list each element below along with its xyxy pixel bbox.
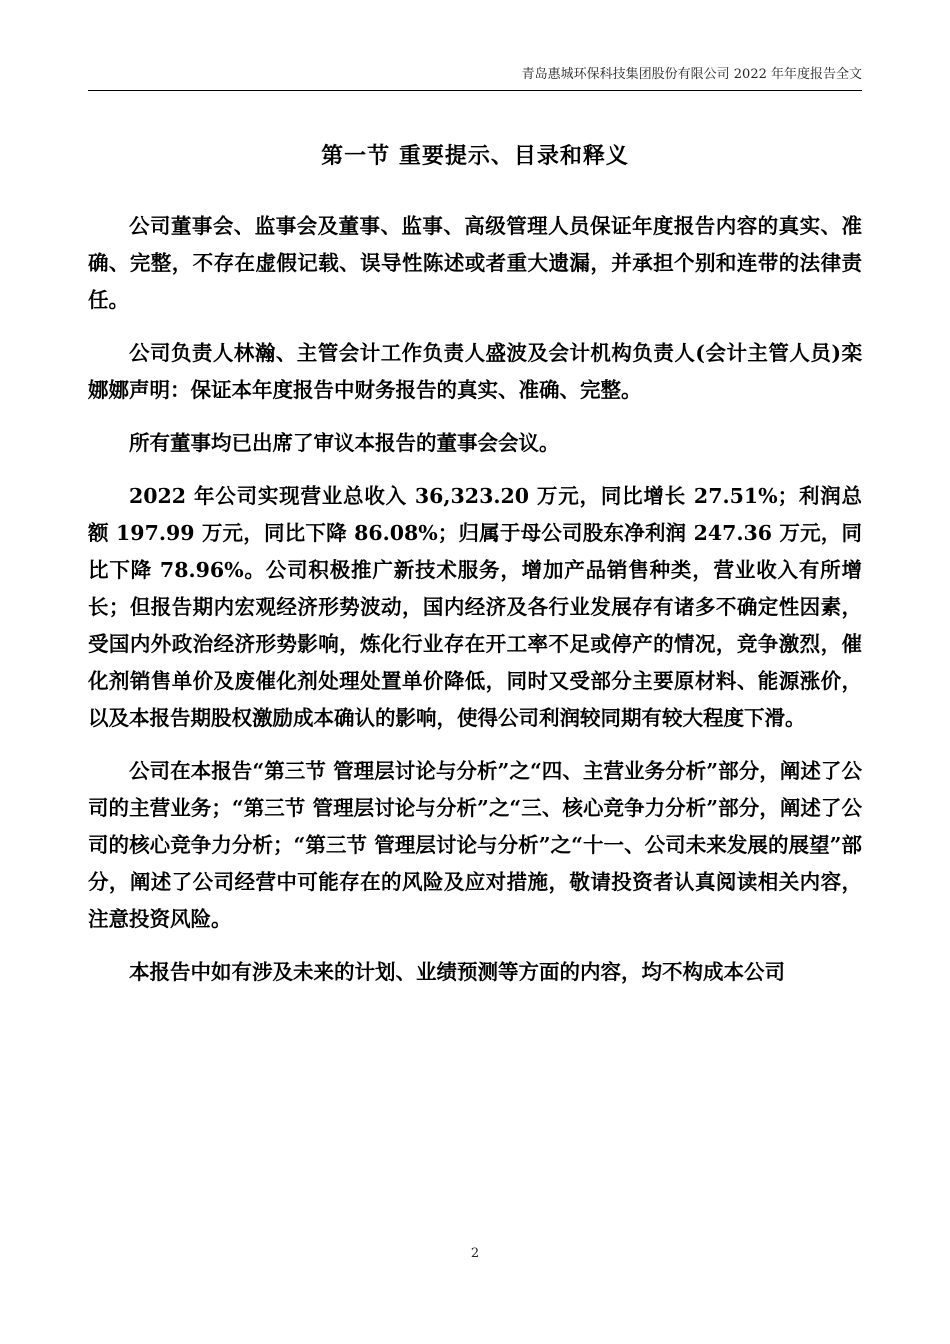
report-header-title: 青岛惠城环保科技集团股份有限公司 2022 年年度报告全文 bbox=[521, 67, 862, 82]
paragraph-forward-looking: 本报告中如有涉及未来的计划、业绩预测等方面的内容，均不构成本公司 bbox=[129, 960, 785, 984]
paragraph-financial-declaration: 公司负责人林瀚、主管会计工作负责人盛波及会计机构负责人(会计主管人员)栾娜娜声明：保证本年度报告中财务报告的真实、准确、完整。 bbox=[88, 341, 862, 402]
paragraph-risk-reference: 公司在本报告“第三节 管理层讨论与分析”之“四、主营业务分析”部分，阐述了公司的主营业务；“第三节 管理层讨论与分析”之“三、核心竞争力分析”部分，阐述了公司的核心竞争力分析；“第三节 管理层讨论与分析”之“十一、公司未来发展的展望”部分，阐述了公司经营中可能存在的风险及应对措施，敬请投资者认真阅读相关内容，注意投资风险。 bbox=[88, 759, 862, 931]
paragraph-performance-summary: 2022 年公司实现营业总收入 36,323.20 万元，同比增长 27.51%；利润总额 197.99 万元，同比下降 86.08%；归属于母公司股东净利润 247.36 万元，同比下降 78.96%。公司积极推广新技术服务，增加产品销售种类，营业收入有所增长；但报告期内宏观经济形势波动，国内经济及各行业发展存有诸多不确定性因素，受国内外政治经济形势影响，炼化行业存在开工率不足或停产的情况，竞争激烈，催化剂销售单价及废催化剂处理处置单价降低，同时又受部分主要原材料、能源涨价，以及本报告期股权激励成本确认的影响，使得公司利润较同期有较大程度下滑。 bbox=[88, 484, 862, 730]
document-body bbox=[88, 208, 862, 1007]
page-header bbox=[88, 64, 862, 91]
section-title: 第一节 重要提示、目录和释义 bbox=[321, 143, 629, 169]
page-number: 2 bbox=[470, 1246, 480, 1261]
paragraph-board-attendance: 所有董事均已出席了审议本报告的董事会会议。 bbox=[129, 431, 560, 455]
paragraph-responsibility-statement: 公司董事会、监事会及董事、监事、高级管理人员保证年度报告内容的真实、准确、完整，不存在虚假记载、误导性陈述或者重大遗漏，并承担个别和连带的法律责任。 bbox=[88, 214, 862, 312]
